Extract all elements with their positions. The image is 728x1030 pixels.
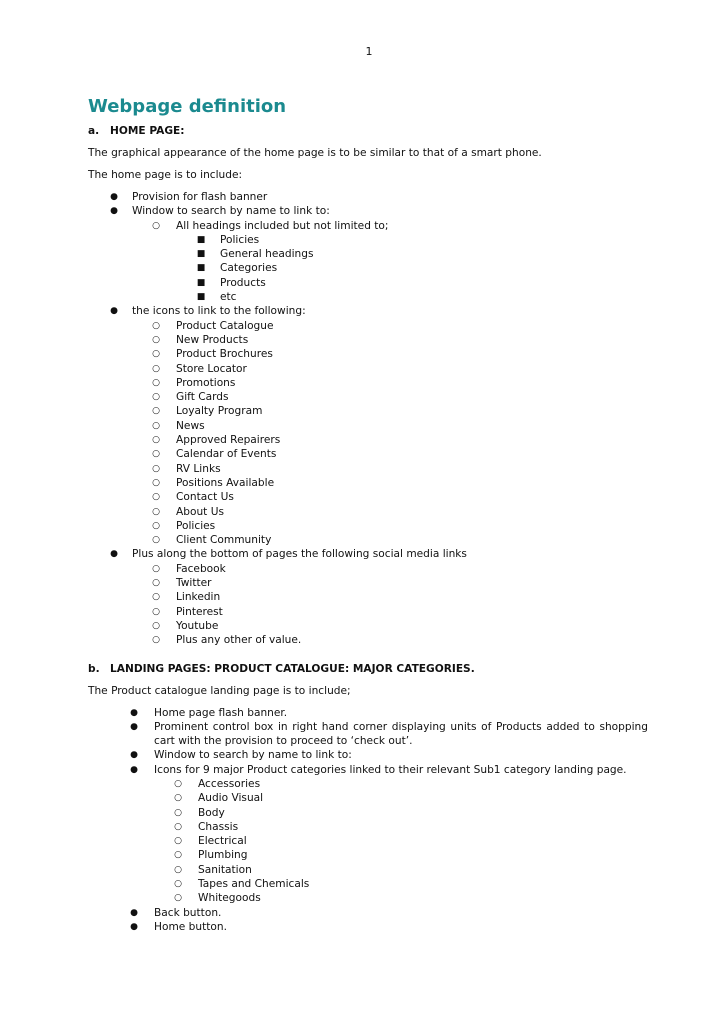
circle-bullet-icon: ○ bbox=[152, 406, 160, 417]
page-title: Webpage definition bbox=[88, 96, 287, 117]
list-item: ○ Positions Available bbox=[88, 476, 648, 490]
list-item: ■ Categories bbox=[196, 262, 278, 275]
list-item: ○ Linkedin bbox=[88, 590, 648, 604]
bullet-icon: ● bbox=[130, 907, 138, 918]
square-bullet-icon: ■ bbox=[196, 234, 206, 245]
list-item: ■ Policies bbox=[196, 233, 260, 246]
section-a-list bbox=[88, 547, 648, 561]
circle-bullet-icon: ○ bbox=[152, 349, 160, 360]
list-item: ○ All headings included but not limited to; bbox=[88, 219, 648, 233]
list-item: ● Plus along the bottom of pages the following social media links bbox=[88, 547, 648, 561]
list-item: ■ General headings bbox=[196, 248, 314, 261]
circle-bullet-icon: ○ bbox=[174, 836, 182, 847]
list-item: ○ Body bbox=[88, 806, 648, 820]
list-item: ○ Facebook bbox=[88, 562, 648, 576]
list-item: ● Icons for 9 major Product categories linked to their relevant Sub1 category landing page. bbox=[88, 763, 648, 777]
list-item: ○ Chassis bbox=[88, 820, 648, 834]
circle-bullet-icon: ○ bbox=[152, 620, 160, 631]
list-item: ● Home page flash banner. bbox=[88, 706, 648, 720]
list-item: ○ Calendar of Events bbox=[88, 447, 648, 461]
circle-bullet-icon: ○ bbox=[152, 535, 160, 546]
section-b-intro: The Product catalogue landing page is to include; bbox=[88, 684, 351, 697]
list-item: ○ Tapes and Chemicals bbox=[88, 877, 648, 891]
document-body bbox=[88, 96, 648, 934]
section-a-icon-links bbox=[88, 319, 648, 548]
list-item: ○ Youtube bbox=[88, 619, 648, 633]
circle-bullet-icon: ○ bbox=[152, 520, 160, 531]
list-item: ○ Twitter bbox=[88, 576, 648, 590]
circle-bullet-icon: ○ bbox=[152, 477, 160, 488]
list-item: ○ News bbox=[88, 419, 648, 433]
list-item: ○ Product Brochures bbox=[88, 347, 648, 361]
list-item: ○ Plus any other of value. bbox=[88, 633, 648, 647]
circle-bullet-icon: ○ bbox=[152, 334, 160, 345]
list-item: ● Back button. bbox=[88, 906, 648, 920]
circle-bullet-icon: ○ bbox=[152, 578, 160, 589]
circle-bullet-icon: ○ bbox=[152, 463, 160, 474]
circle-bullet-icon: ○ bbox=[152, 320, 160, 331]
section-b-categories bbox=[88, 777, 648, 906]
section-b-list bbox=[88, 706, 648, 777]
circle-bullet-icon: ○ bbox=[174, 864, 182, 875]
square-bullet-icon: ■ bbox=[196, 292, 206, 303]
list-item: ○ Store Locator bbox=[88, 362, 648, 376]
circle-bullet-icon: ○ bbox=[152, 392, 160, 403]
list-item: ○ Whitegoods bbox=[88, 891, 648, 905]
square-bullet-icon: ■ bbox=[196, 263, 206, 274]
list-item: ○ Policies bbox=[88, 519, 648, 533]
bullet-icon: ● bbox=[110, 206, 118, 217]
list-item: ● Window to search by name to link to: bbox=[88, 748, 648, 762]
list-item: ○ Promotions bbox=[88, 376, 648, 390]
section-a-intro-2: The home page is to include: bbox=[88, 169, 243, 181]
list-item: ○ Accessories bbox=[88, 777, 648, 791]
square-bullet-icon: ■ bbox=[196, 249, 206, 260]
list-item: ○ Audio Visual bbox=[88, 791, 648, 805]
section-b-letter: b. bbox=[88, 662, 100, 675]
section-a-heading-items bbox=[88, 233, 648, 304]
list-item: ■ Products bbox=[196, 276, 266, 289]
circle-bullet-icon: ○ bbox=[152, 592, 160, 603]
list-item: ● Home button. bbox=[88, 920, 648, 934]
list-item: ○ RV Links bbox=[88, 462, 648, 476]
list-item: ○ Product Catalogue bbox=[88, 319, 648, 333]
list-item: ○ About Us bbox=[88, 505, 648, 519]
list-item: ○ Pinterest bbox=[88, 605, 648, 619]
list-item: ● Window to search by name to link to: bbox=[88, 204, 648, 218]
circle-bullet-icon: ○ bbox=[152, 506, 160, 517]
list-item: ● Provision for flash banner bbox=[88, 190, 648, 204]
circle-bullet-icon: ○ bbox=[152, 563, 160, 574]
list-item: ○ Loyalty Program bbox=[88, 404, 648, 418]
circle-bullet-icon: ○ bbox=[174, 821, 182, 832]
section-a-list bbox=[88, 190, 648, 219]
circle-bullet-icon: ○ bbox=[174, 778, 182, 789]
section-a-list bbox=[88, 304, 648, 318]
list-item: ○ Electrical bbox=[88, 834, 648, 848]
circle-bullet-icon: ○ bbox=[174, 807, 182, 818]
section-a-intro-1: The graphical appearance of the home page is to be similar to that of a smart phone. bbox=[88, 147, 542, 159]
circle-bullet-icon: ○ bbox=[152, 492, 160, 503]
circle-bullet-icon: ○ bbox=[152, 377, 160, 388]
list-item: ● Prominent control box in right hand corner displaying units of Products added to shopping cart with the provision to proceed to ‘check out’. bbox=[88, 720, 648, 749]
bullet-icon: ● bbox=[130, 707, 138, 718]
circle-bullet-icon: ○ bbox=[152, 606, 160, 617]
list-item: ○ Approved Repairers bbox=[88, 433, 648, 447]
section-a-letter: a. bbox=[88, 125, 100, 137]
section-a-sublist bbox=[88, 219, 648, 233]
list-item: ○ Contact Us bbox=[88, 490, 648, 504]
circle-bullet-icon: ○ bbox=[152, 635, 160, 646]
circle-bullet-icon: ○ bbox=[152, 435, 160, 446]
circle-bullet-icon: ○ bbox=[152, 420, 160, 431]
section-b-heading bbox=[88, 662, 648, 676]
circle-bullet-icon: ○ bbox=[174, 793, 182, 804]
circle-bullet-icon: ○ bbox=[152, 220, 160, 231]
section-b-title: LANDING PAGES: PRODUCT CATALOGUE: MAJOR CATEGORIES. bbox=[110, 662, 475, 675]
bullet-icon: ● bbox=[110, 549, 118, 560]
list-item: ● the icons to link to the following: bbox=[88, 304, 648, 318]
page-number: 1 bbox=[365, 45, 373, 58]
list-item: ○ Plumbing bbox=[88, 848, 648, 862]
list-item: ○ Client Community bbox=[88, 533, 648, 547]
circle-bullet-icon: ○ bbox=[152, 449, 160, 460]
bullet-icon: ● bbox=[130, 750, 138, 761]
bullet-icon: ● bbox=[130, 764, 138, 775]
circle-bullet-icon: ○ bbox=[152, 363, 160, 374]
square-bullet-icon: ■ bbox=[196, 277, 206, 288]
bullet-icon: ● bbox=[130, 921, 138, 932]
bullet-icon: ● bbox=[110, 192, 118, 202]
list-item: ○ Gift Cards bbox=[88, 390, 648, 404]
section-b-list-end bbox=[88, 906, 648, 935]
circle-bullet-icon: ○ bbox=[174, 850, 182, 861]
section-a-title: HOME PAGE: bbox=[110, 125, 185, 137]
list-item: ○ Sanitation bbox=[88, 863, 648, 877]
list-item: ○ New Products bbox=[88, 333, 648, 347]
section-a-heading bbox=[88, 124, 648, 138]
circle-bullet-icon: ○ bbox=[174, 879, 182, 890]
section-a-social-links bbox=[88, 562, 648, 648]
bullet-icon: ● bbox=[130, 721, 138, 732]
circle-bullet-icon: ○ bbox=[174, 893, 182, 904]
list-item: ■ etc bbox=[196, 291, 237, 304]
bullet-icon: ● bbox=[110, 306, 118, 317]
